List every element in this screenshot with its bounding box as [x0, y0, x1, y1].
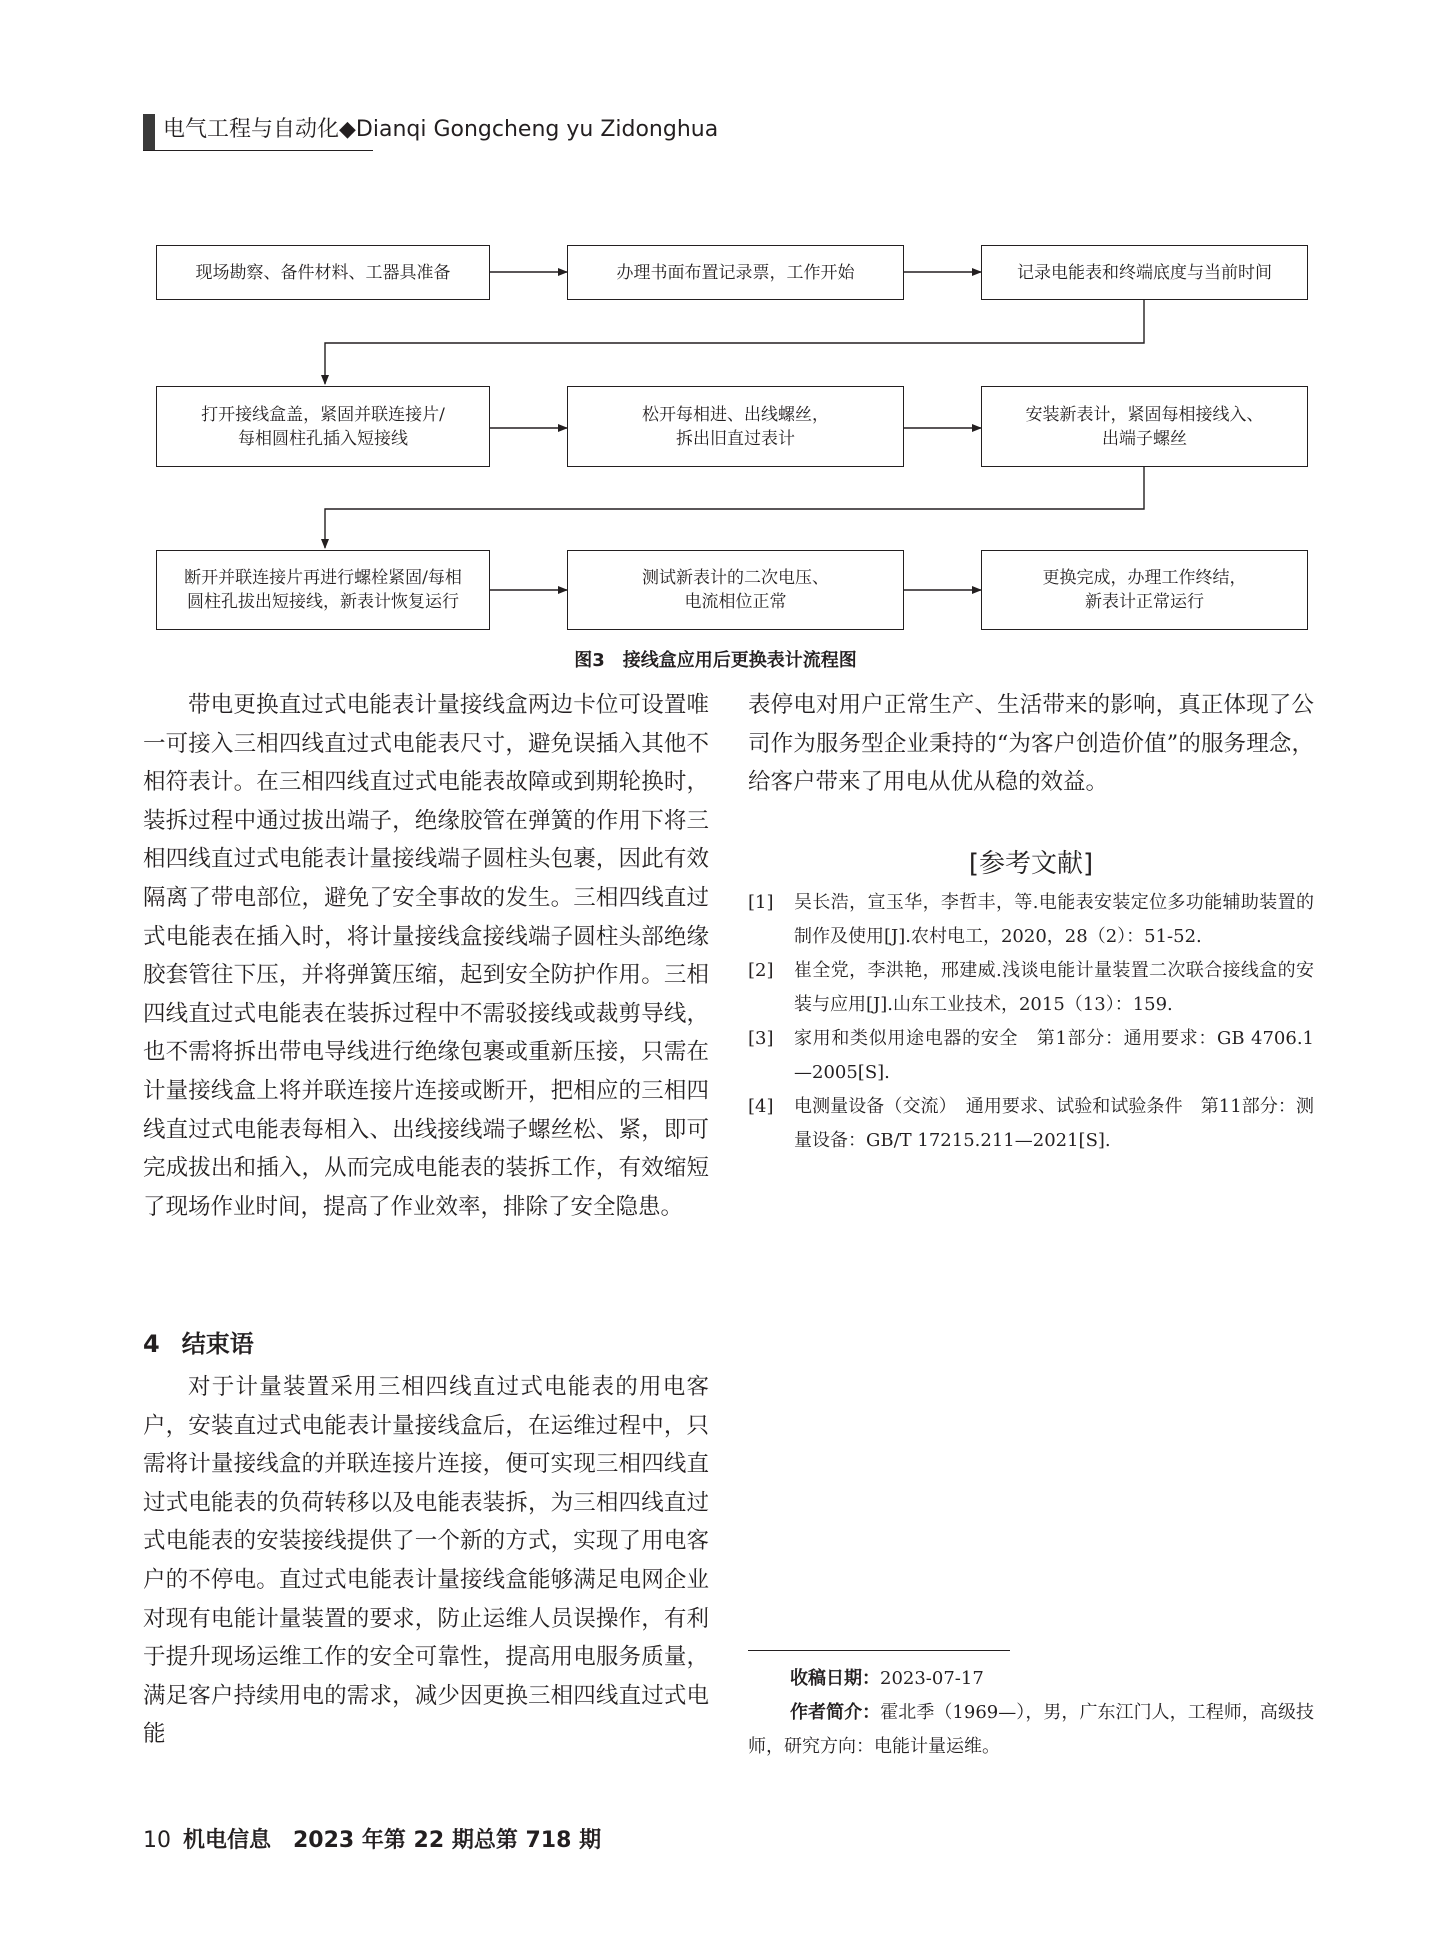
flow-box-3-text: 记录电能表和终端底度与当前时间 — [1017, 262, 1272, 283]
flow-box-1 — [156, 245, 490, 300]
received-date — [748, 1662, 1314, 1696]
page-footer — [143, 1825, 601, 1857]
reference-index: [3] — [748, 1028, 774, 1049]
section-number: 4 — [143, 1330, 160, 1358]
flow-box-9 — [981, 550, 1308, 630]
header-bar — [143, 114, 155, 150]
flow-box-7 — [156, 550, 490, 630]
arrow-3-4 — [325, 300, 1144, 384]
flow-box-7-text: 断开并联连接片再进行螺栓紧固/每相 圆柱孔拔出短接线，新表计恢复运行 — [184, 568, 462, 612]
references-title: [参考文献] — [968, 849, 1094, 879]
flow-box-4-text: 打开接线盒盖，紧固并联连接片/ 每相圆柱孔插入短接线 — [201, 404, 445, 449]
flow-box-2-text: 办理书面布置记录票，工作开始 — [616, 262, 855, 283]
left-column-bottom — [143, 1368, 709, 1754]
author-bio — [748, 1696, 1314, 1764]
figure-caption: 图3 接线盒应用后更换表计流程图 — [574, 650, 857, 671]
reference-item — [748, 1090, 1314, 1158]
received-value: 2023-07-17 — [880, 1668, 984, 1689]
right-column-top — [748, 686, 1314, 802]
body-paragraph-2: 对于计量装置采用三相四线直过式电能表的用电客户，安装直过式电能表计量接线盒后，在运维过程中，只需将计量接线盒的并联连接片连接，便可实现三相四线直过式电能表的负荷转移以及电能表装拆，为三相四线直过式电能表的安装接线提供了一个新的方式，实现了用电客户的不停电。直过式电能表计量接线盒能够满足电网企业对现有电能计量装置的要求，防止运维人员误操作，有利于提升现场运维工作的安全可靠性，提高用电服务质量，满足客户持续用电的需求，减少因更换三相四线直过式电能 — [143, 1374, 709, 1748]
reference-text: 吴长浩，宣玉华，李哲丰，等.电能表安装定位多功能辅助装置的制作及使用[J].农村电工，2020，28（2）：51-52. — [794, 892, 1314, 947]
received-label: 收稿日期： — [790, 1668, 880, 1689]
flow-box-8 — [567, 550, 904, 630]
flow-box-8-text: 测试新表计的二次电压、 电流相位正常 — [642, 568, 829, 612]
left-column-top — [143, 686, 709, 1226]
reference-text: 家用和类似用途电器的安全 第1部分：通用要求：GB 4706.1—2005[S]. — [794, 1028, 1314, 1083]
section-title: 结束语 — [181, 1330, 254, 1358]
references-list — [748, 886, 1314, 1158]
reference-item — [748, 954, 1314, 1022]
page-number: 10 — [143, 1828, 171, 1853]
flow-box-5 — [567, 386, 904, 467]
reference-item — [748, 1022, 1314, 1090]
flow-box-5-text: 松开每相进、出线螺丝， 拆出旧直过表计 — [642, 404, 829, 449]
body-paragraph-3: 表停电对用户正常生产、生活带来的影响，真正体现了公司作为服务型企业秉持的“为客户创造价值”的服务理念，给客户带来了用电从优从稳的效益。 — [748, 692, 1314, 796]
flow-box-6-text: 安装新表计，紧固每相接线入、 出端子螺丝 — [1025, 404, 1264, 449]
author-value: 霍北季（1969—），男，广东江门人，工程师，高级技师，研究方向：电能计量运维。 — [748, 1702, 1314, 1757]
reference-index: [2] — [748, 960, 774, 981]
author-label: 作者简介： — [790, 1702, 881, 1723]
flow-box-2 — [567, 245, 904, 300]
section-heading — [143, 1326, 254, 1362]
reference-text: 崔全党，李洪艳，邢建威.浅谈电能计量装置二次联合接线盒的安装与应用[J].山东工业技术，2015（13）：159. — [794, 960, 1314, 1015]
flow-box-4 — [156, 386, 490, 467]
reference-item — [748, 886, 1314, 954]
header-rule — [143, 150, 373, 151]
body-paragraph-1: 带电更换直过式电能表计量接线盒两边卡位可设置唯一可接入三相四线直过式电能表尺寸，避免误插入其他不相符表计。在三相四线直过式电能表故障或到期轮换时，装拆过程中通过拔出端子，绝缘胶管在弹簧的作用下将三相四线直过式电能表计量接线端子圆柱头包裹，因此有效隔离了带电部位，避免了安全事故的发生。三相四线直过式电能表在插入时，将计量接线盒接线端子圆柱头部绝缘胶套管往下压，并将弹簧压缩，起到安全防护作用。三相四线直过式电能表在装拆过程中不需驳接线或裁剪导线，也不需将拆出带电导线进行绝缘包裹或重新压接，只需在计量接线盒上将并联连接片连接或断开，把相应的三相四线直过式电能表每相入、出线接线端子螺丝松、紧，即可完成拔出和插入，从而完成电能表的装拆工作，有效缩短了现场作业时间，提高了作业效率，排除了安全隐患。 — [143, 692, 709, 1220]
journal-issue: 机电信息 2023 年第 22 期总第 718 期 — [183, 1828, 602, 1853]
footnote-rule — [748, 1650, 1010, 1651]
flow-box-6 — [981, 386, 1308, 467]
arrow-6-7 — [325, 467, 1144, 548]
flow-box-9-text: 更换完成，办理工作终结， 新表计正常运行 — [1042, 568, 1247, 612]
flow-box-3 — [981, 245, 1308, 300]
reference-index: [1] — [748, 892, 774, 913]
reference-index: [4] — [748, 1096, 774, 1117]
flow-box-1-text: 现场勘察、备件材料、工器具准备 — [195, 262, 451, 283]
header-text: 电气工程与自动化◆Dianqi Gongcheng yu Zidonghua — [163, 117, 719, 142]
reference-text: 电测量设备（交流） 通用要求、试验和试验条件 第11部分：测量设备：GB/T 17215.211—2021[S]. — [794, 1096, 1314, 1151]
